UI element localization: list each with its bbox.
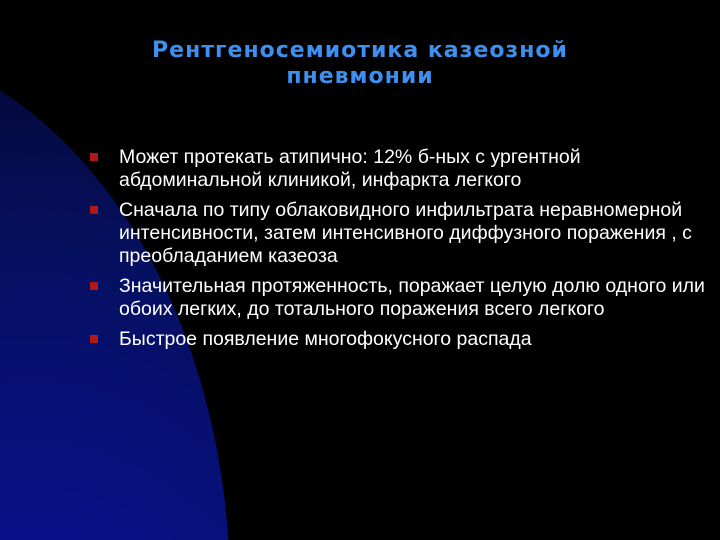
square-bullet-icon [90,206,98,214]
title-line-2: пневмонии [286,64,434,89]
bullet-item [90,199,715,268]
bullet-list [90,146,715,358]
bullet-text: Сначала по типу облаковидного инфильтрата неравномерной интенсивности, затем интенсивного диффузного поражения , с преобладанием казеоза [119,199,692,267]
square-bullet-icon [90,153,98,161]
bullet-item [90,275,715,321]
bullet-item [90,328,715,351]
bullet-text: Может протекать атипично: 12% б-ных с ургентной абдоминальной клиникой, инфаркта легкого [119,146,581,191]
title-line-1: Рентгеносемиотика казеозной [152,38,568,63]
bullet-item [90,146,715,192]
bullet-text: Значительная протяженность, поражает целую долю одного или обоих легких, до тотального поражения всего легкого [119,275,705,320]
square-bullet-icon [90,335,98,343]
square-bullet-icon [90,282,98,290]
bullet-text: Быстрое появление многофокусного распада [119,328,532,350]
slide-title [60,38,660,90]
